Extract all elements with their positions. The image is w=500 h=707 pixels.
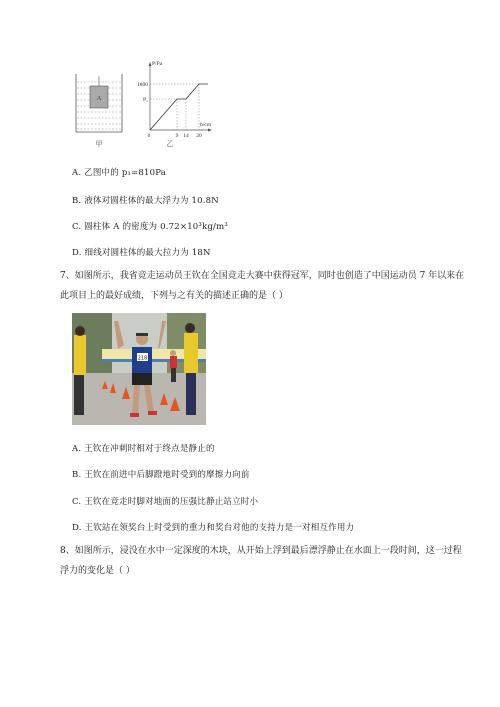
x-tick-9: 9 <box>175 133 179 139</box>
label-yi: 乙 <box>166 140 174 148</box>
question-8-line-1: 8、如图所示，浸没在水中一定深度的木块，从开始上浮到最后漂浮静止在水面上一段时间，这一过程 <box>60 546 462 556</box>
q6-option-a: A. 乙图中的 p₁=810Pa <box>72 168 167 178</box>
question-7-line-2: 此项目上的最好成绩，下列与之有关的描述正确的是（ ） <box>60 291 288 301</box>
x-tick-14: 14 <box>183 133 189 139</box>
pressure-graph <box>137 61 212 148</box>
x-tick-0: 0 <box>147 133 151 139</box>
q7-option-d: D. 王钦站在领奖台上时受到的重力和奖台对他的支持力是一对相互作用力 <box>72 523 355 533</box>
physics-figure <box>72 56 222 156</box>
q6-option-b: B. 液体对圆柱体的最大浮力为 10.8N <box>72 196 219 206</box>
x-tick-20: 20 <box>196 133 202 139</box>
block-label: A <box>96 96 102 102</box>
y-tick-1800: 1800 <box>137 82 148 88</box>
y-axis-label: P/Pa <box>152 61 163 67</box>
question-7-stem <box>60 266 470 306</box>
q6-option-d: D. 细线对圆柱体的最大拉力为 18N <box>72 248 211 258</box>
q7-option-b: B. 王钦在前进中后脚蹬地时受到的摩擦力向前 <box>72 470 250 480</box>
q7-option-c: C. 王钦在竞走时脚对地面的压强比静止站立时小 <box>72 497 259 507</box>
bib-number: 218 <box>137 355 148 362</box>
y-tick-p1: P₁ <box>143 97 148 103</box>
race-walker-photo <box>72 313 206 425</box>
x-axis-label: h/cm <box>200 122 211 128</box>
question-7-line-1: 7、如图所示，我省竞走运动员王钦在全国竞走大赛中获得冠军，同时也创造了中国运动员 7 年以来在 <box>60 271 465 281</box>
container-diagram <box>76 74 122 148</box>
question-8-stem <box>60 541 470 581</box>
q7-option-a: A. 王钦在冲刺时相对于终点是静止的 <box>72 444 215 454</box>
label-jia: 甲 <box>95 140 103 148</box>
q6-option-c: C. 圆柱体 A 的密度为 0.72×10³kg/m³ <box>72 222 228 232</box>
question-8-line-2: 浮力的变化是（ ） <box>60 566 135 576</box>
